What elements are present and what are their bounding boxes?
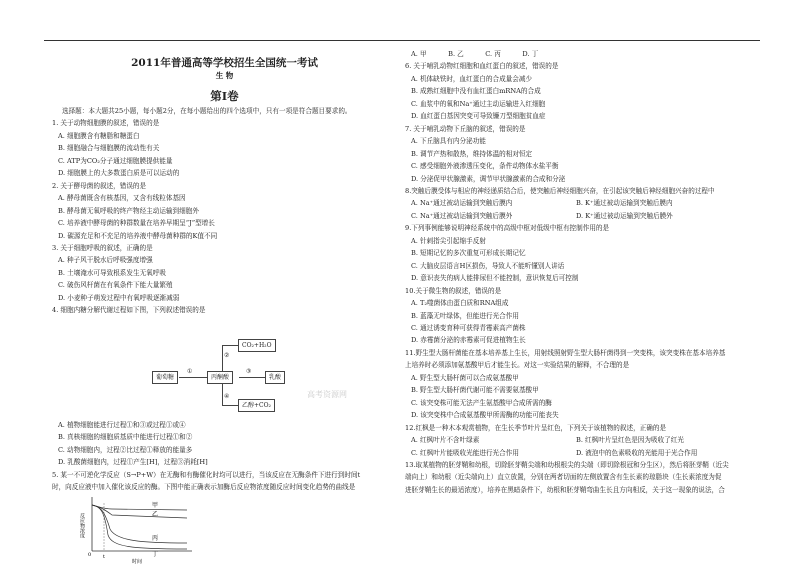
q12-option-a: A. 红枫叶片不含叶绿素 <box>411 436 480 445</box>
question-2 <box>52 180 397 242</box>
q3-stem: 3. 关于细胞呼吸的叙述，正确的是 <box>52 243 153 252</box>
diagram-lactate: 乳酸 <box>265 371 285 384</box>
q10-option-c: C. 通过诱变育种可获得青霉素高产菌株 <box>411 323 526 332</box>
q7-stem: 7. 关于哺乳动物下丘脑的叙述，错误的是 <box>405 124 526 133</box>
q4-option-c: C. 动物细胞内，过程②比过程①释放的能量多 <box>58 445 193 454</box>
q12-stem: 12.红枫是一种木本观赏植物，在生长季节叶片呈红色，下列关于该植物的叙述，正确的是 <box>405 423 667 432</box>
diagram-co2-h2o: CO₂+H₂O <box>238 339 276 352</box>
q3-option-b: B. 土壤淹水可导致根系发生无氧呼吸 <box>58 268 166 277</box>
q11-stem-line-2: 上培养时必须添加氨基酸甲后才能生长。对这一实验结果的解释，不合理的是 <box>405 361 630 370</box>
question-1 <box>52 117 397 179</box>
q9-option-a: A. 针刺指尖引起缩手反射 <box>411 236 486 245</box>
intro-text: 选择题：本大题共25小题，每小题2分，在每小题给出的四个选项中，只有一项是符合题目要求的。 <box>62 107 352 115</box>
q11-option-c: C. 该突变株可能无法产生氨基酸甲合成所需的酶 <box>411 398 552 407</box>
q10-option-d: D. 赤霉菌分泌的赤霉素可促进植物生长 <box>411 336 526 345</box>
q3-option-a: A. 种子风干脱水后呼吸强度增强 <box>58 256 153 265</box>
q12-options-ab <box>405 434 755 446</box>
diagram-step-1: ① <box>187 367 193 375</box>
series-label-bing: 丙 <box>152 535 159 543</box>
right-column <box>405 48 755 496</box>
q3-option-c: C. 破伤风杆菌在有氧条件下能大量繁殖 <box>58 281 173 290</box>
q8-option-c: C. Na⁺通过被动运输到突触后膜外 <box>411 211 513 220</box>
q8-options-ab <box>405 197 755 209</box>
q4-option-a: A. 植物细胞能进行过程①和③或过程①或④ <box>58 420 186 429</box>
q1-option-c: C. ATP为CO₂分子通过细胞膜提供能量 <box>58 156 173 165</box>
diagram-step-4: ④ <box>224 392 230 400</box>
q13-stem-line-1: 13.取某植物的胚芽鞘和幼根，切除胚芽鞘尖端和幼根根尖的尖端（即切除根冠和分生区），然后将胚芽鞘（近尖 <box>405 460 729 469</box>
q9-option-b: B. 短期记忆的多次重复可形成长期记忆 <box>411 249 526 258</box>
question-11 <box>405 347 755 422</box>
glucose-metabolism-diagram <box>52 319 397 415</box>
diagram-watermark: 高考资源网 <box>307 389 347 399</box>
exam-subject: 生 物 <box>215 71 234 80</box>
section-title: 第Ⅰ卷 <box>210 89 239 103</box>
question-7 <box>405 123 755 185</box>
q2-option-a: A. 酵母菌既含有核基因，又含有线粒体基因 <box>58 194 186 203</box>
question-3 <box>52 242 397 304</box>
reaction-graph-svg <box>52 493 202 565</box>
diagram-up-line <box>222 345 223 371</box>
diagram-ethanol-co2: 乙醇+CO₂ <box>238 399 275 412</box>
q2-option-b: B. 酵母菌无氧呼吸的终产物经主动运输到细胞外 <box>58 206 199 215</box>
q9-option-d: D. 意识丧失的病人能排尿但不能控制，意识恢复后可控制 <box>411 274 579 283</box>
reaction-graph <box>52 493 397 565</box>
question-9 <box>405 222 755 284</box>
diagram-down-line <box>222 383 223 405</box>
question-5 <box>52 469 397 566</box>
q12-option-d: D. 液泡中的色素吸收的光能用于光合作用 <box>576 448 698 457</box>
q7-option-c: C. 感受细胞外液渗透压变化，条件动物体水盐平衡 <box>411 162 559 171</box>
curve-jia <box>92 505 187 510</box>
q6-option-b: B. 成熟红细胞中没有血红蛋白mRNA的合成 <box>411 87 541 96</box>
series-label-jia: 甲 <box>152 502 159 510</box>
question-4 <box>52 304 397 468</box>
left-column <box>52 48 397 565</box>
graph-origin-label: 0 <box>88 552 92 559</box>
curve-ding <box>92 505 187 549</box>
diagram-arrow-3 <box>239 377 265 378</box>
exam-title: 2011年普通高等学校招生全国统一考试 <box>131 57 318 69</box>
diagram-glucose: 葡萄糖 <box>152 371 178 384</box>
q7-option-d: D. 分泌促甲状腺激素，调节甲状腺激素的合成和分泌 <box>411 174 566 183</box>
q4-option-d: D. 乳酸菌细胞内，过程①产生[H]，过程③消耗[H] <box>58 458 208 467</box>
q2-stem: 2. 关于酵母菌的叙述，错误的是 <box>52 181 147 190</box>
series-label-yi: 乙 <box>152 511 159 519</box>
q11-option-b: B. 野生型大肠杆菌代谢可能不需要氨基酸甲 <box>411 386 539 395</box>
q10-stem: 10.关于微生物的叙述，错误的是 <box>405 286 502 295</box>
graph-x-label: 时间 <box>132 559 143 566</box>
q5-option-d: D. 丁 <box>522 50 539 58</box>
q1-option-b: B. 细胞融合与细胞膜的流动性有关 <box>58 144 160 153</box>
q10-option-b: B. 蓝藻无叶绿体，但能进行光合作用 <box>411 311 519 320</box>
question-12 <box>405 422 755 459</box>
q5-stem-line-1: 5. 某一不可逆化学反应（S→P+W）在无酶和有酶催化时均可以进行，当该反应在无酶条件下进行到时间t <box>52 470 361 479</box>
q7-option-b: B. 调节产热和散热，维持体温的相对恒定 <box>411 149 533 158</box>
q11-option-d: D. 该突变株中合成氨基酸甲所需酶的功能可能丧失 <box>411 411 559 420</box>
q12-option-b: B. 红枫叶片呈红色是因为吸收了红光 <box>576 436 684 445</box>
q5-option-a: A. 甲 <box>411 50 427 58</box>
diagram-step-3: ③ <box>246 367 252 375</box>
q1-stem: 1. 关于动物细胞膜的叙述，错误的是 <box>52 119 160 128</box>
diagram-step-2: ② <box>224 351 230 359</box>
q8-option-a: A. Na⁺通过被动运输到突触后膜内 <box>411 199 513 208</box>
q5-stem-line-2: 时，向反应液中加入催化该反应的酶。下图中能正确表示加酶后反应物浓度随反应时间变化趋势的曲线是 <box>52 482 356 491</box>
q12-option-c: C. 红枫叶片能吸收光能进行光合作用 <box>411 448 519 457</box>
q7-option-a: A. 下丘脑具有内分泌功能 <box>411 137 486 146</box>
curve-yi <box>92 505 187 518</box>
q4-stem: 4. 细胞内糖分解代谢过程如下图，下列叙述错误的是 <box>52 306 206 315</box>
q6-stem: 6. 关于哺乳动物红细胞和血红蛋白的叙述，错误的是 <box>405 62 559 71</box>
q8-options-cd <box>405 210 755 222</box>
question-6 <box>405 60 755 122</box>
q11-option-a: A. 野生型大肠杆菌可以合成氨基酸甲 <box>411 373 519 382</box>
q1-option-a: A. 细胞膜含有糖脂和糖蛋白 <box>58 131 140 140</box>
q6-option-d: D. 血红蛋白基因突变可导致镰刀型细胞贫血症 <box>411 112 546 121</box>
q8-stem: 8.突触后膜受体与相应的神经递质结合后，使突触后神经细胞兴奋，在引起该突触后神经细胞兴奋的过程中 <box>405 186 715 195</box>
series-label-ding: 丁 <box>152 551 159 559</box>
diagram-arrow-2 <box>222 345 238 346</box>
q6-option-a: A. 机体缺铁时，血红蛋白的合成量会减少 <box>411 74 533 83</box>
q9-stem: 9.下列事例能够说明神经系统中的高级中枢对低级中枢有控制作用的是 <box>405 224 610 233</box>
diagram-arrow-1 <box>179 377 207 378</box>
q8-option-d: D. K⁺通过被动运输到突触后膜外 <box>576 211 673 220</box>
q5-option-b: B. 乙 <box>448 50 464 58</box>
q6-option-c: C. 血浆中的氧和Na⁺通过主动运输进入红细胞 <box>411 99 546 108</box>
q5-options <box>405 48 755 60</box>
q1-option-d: D. 细胞膜上的大多数蛋白质是可以运动的 <box>58 169 180 178</box>
diagram-arrow-4 <box>222 405 238 406</box>
q4-option-b: B. 真核细胞的细胞质基质中能进行过程①和② <box>58 433 193 442</box>
diagram-pyruvate: 丙酮酸 <box>207 371 233 384</box>
question-8 <box>405 185 755 222</box>
q5-option-c: C. 丙 <box>485 50 501 58</box>
q3-option-d: D. 小麦种子萌发过程中有氧呼吸逐渐减弱 <box>58 293 180 302</box>
q8-option-b: B. K⁺通过被动运输到突触后膜内 <box>576 199 673 208</box>
q10-option-a: A. T₂噬菌体由蛋白质和RNA组成 <box>411 299 509 308</box>
q2-option-d: D. 碳源充足和不充足的培养液中酵母菌种群的K值不同 <box>58 231 218 240</box>
graph-t-label: t <box>103 554 106 561</box>
top-rule <box>44 40 760 41</box>
question-10 <box>405 285 755 347</box>
graph-y-label: 反应物浓度 <box>79 513 85 539</box>
q13-stem-line-3: 进胚芽鞘生长的最适浓度），培养在黑暗条件下，幼根和胚芽鞘弯曲生长且方向相反，关于这一现象的说法，合 <box>405 485 725 494</box>
question-13 <box>405 459 755 496</box>
q11-stem-line-1: 11.野生型大肠杆菌能在基本培养基上生长，用射线照射野生型大肠杆菌得到一突变株，该突变株在基本培养基 <box>405 348 726 357</box>
q2-option-c: C. 培养液中酵母菌的种群数量在培养早期呈“J”型增长 <box>58 219 215 228</box>
q12-options-cd <box>405 447 755 459</box>
q13-stem-line-2: 端向上）和幼根（近尖端向上）直立放置，分别在两者切面的左侧放置含有生长素的琼脂块（生长素浓度为促 <box>405 473 722 482</box>
q9-option-c: C. 大脑皮层语言H区损伤，导致人不能听懂别人讲话 <box>411 261 565 270</box>
